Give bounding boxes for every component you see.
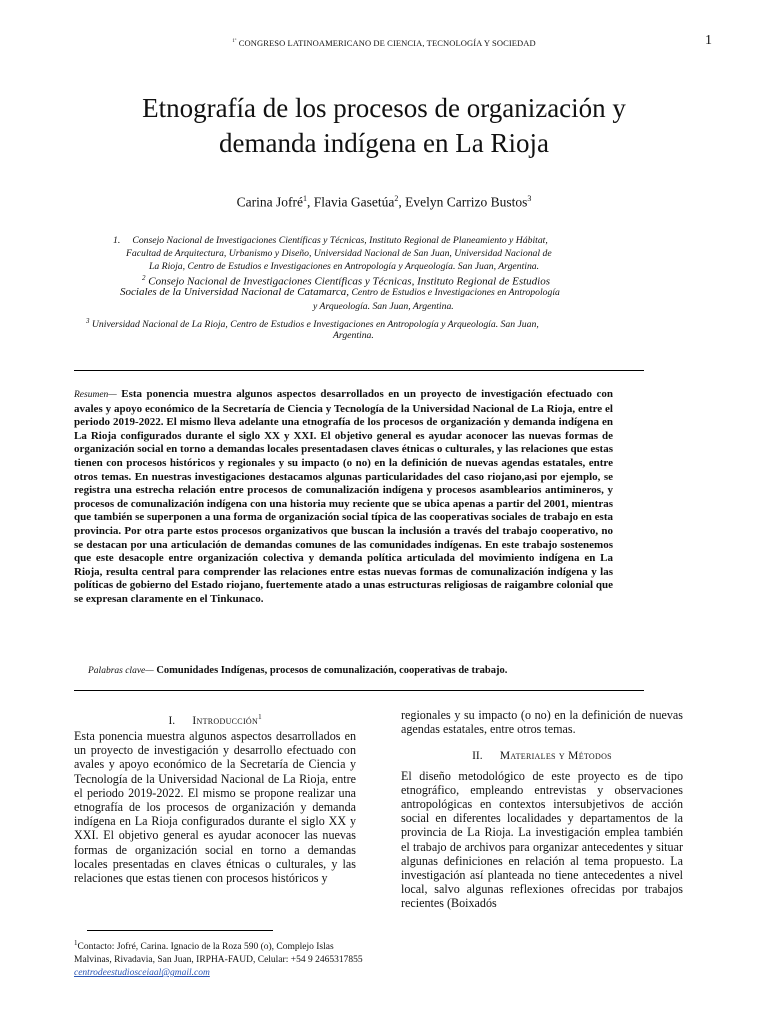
running-header — [0, 38, 768, 48]
affiliation-2-part-b: Centro de Estudios e Investigaciones en Antropología — [351, 287, 560, 298]
left-column — [74, 710, 356, 885]
section-2-title: Materiales y Métodos — [499, 750, 612, 763]
affiliation-1-marker: 1. — [113, 235, 121, 246]
keywords-lead: Palabras clave— — [88, 666, 154, 676]
affiliation-3-line-2: Argentina. — [333, 330, 374, 341]
abstract-text: Esta ponencia muestra algunos aspectos desarrollados en un proyecto de investigación efectuado con avales y apoyo económico de la Secretaría de Ciencia y Tecnología de la Universidad Nacional de La Rioja, entre el periodo 2019-2022. El mismo lleva adelante una etnografía de los procesos de organización y demanda indígena en La Rioja configurados durante el siglo XX y XXI. El objetivo general es ayudar aconocer las nuevas formas de organización social en torno a demandas locales presentadasen claves étnicas o culturales, y las relaciones que estas tienen con procesos históricos y regionales y su impacto (o no) en la definición de nuevas agendas estatales, entre otros temas. En nuestras investigaciones destacamos algunas particularidades del caso riojano,asi por ejemplo, se registra una estrecha relación entre procesos de comunalización indígena y procesos asamblearios antimineros, y procesos de comunalización indígena con una historia muy reciente que se ubica apenas a partir del 2001, mientras que también se superponen a una forma de organización social típica de las cooperativas sociales de trabajo en esta provincia. Por otra parte estos procesos organizativos que buscan la inclusión a través del trabajo cooperativo, no se destacan por una articulación de demandas comunes de las comunidades indígenas. En este trabajo sostenemos que este desacople entre organización colectiva y demanda política articulada del movimiento indígena en La Rioja, resulta central para comprender las relaciones entre estas nuevas formas de comunalización indígena y las políticas de gobierno del Estado riojano, fuertemente atado a unas estructuras religiosas de raigambre colonial que se expresan claramente en el Tinkunaco. — [74, 388, 613, 605]
affiliation-1-line-1 — [113, 234, 548, 247]
affiliation-1-line-2: Facultad de Arquitectura, Urbanismo y Diseño, Universidad Nacional de San Juan, Universidad Nacional de — [126, 248, 552, 259]
abstract-top-rule — [74, 370, 644, 371]
section-1-paragraph: Esta ponencia muestra algunos aspectos desarrollados en un proyecto de investigación y desarrollo efectuado con avales y apoyo económico de la Secretaría de Ciencia y Tecnología de la Universidad Nacional de La Rioja, entre el periodo 2019-2022. El mismo se propone realizar una etnografía de los procesos de organización y demanda indígena en La Rioja configurados durante el siglo XX y XXI. El objetivo general es ayudar aconocer las nuevas formas de organización social en torno a demandas locales presentadas en claves étnicas o culturales, y las relaciones que estas tienen con procesos históricos y — [74, 729, 356, 886]
abstract-lead: Resumen— — [74, 390, 117, 400]
running-header-sup: 1º — [232, 39, 237, 45]
footnote-marker: 1 — [74, 939, 78, 947]
section-2-numeral: II. — [472, 750, 483, 763]
author-list — [0, 194, 768, 211]
author-separator: , — [398, 194, 406, 210]
section-1-sup: 1 — [258, 713, 262, 721]
affiliation-2-line-3: y Arqueología. San Juan, Argentina. — [313, 301, 454, 312]
affiliation-2-part-a: Sociales de la Universidad Nacional de Catamarca, — [120, 286, 350, 298]
affiliation-2-text: Consejo Nacional de Investigaciones Científicas y Técnicas, Instituto Regional de Estudios — [148, 275, 550, 288]
author-name: Carina Jofré — [236, 194, 303, 210]
affiliation-1-text: Consejo Nacional de Investigaciones Científicas y Técnicas, Instituto Regional de Planeamiento y Hábitat, — [132, 235, 548, 246]
abstract-bottom-rule — [74, 690, 644, 691]
keywords-text: Comunidades Indígenas, procesos de comunalización, cooperativas de trabajo. — [153, 665, 508, 676]
right-column — [401, 708, 683, 911]
paper-title — [40, 91, 728, 161]
author-sup: 3 — [527, 194, 532, 203]
author-sup: 1 — [303, 194, 307, 203]
footnote-email-link[interactable]: centrodeestudiosceiaal@gmail.com — [74, 968, 210, 979]
page-number: 1 — [705, 33, 712, 48]
section-1-numeral: I. — [168, 714, 176, 727]
affiliation-3-line-1 — [86, 315, 539, 331]
section-1-heading — [74, 710, 356, 728]
author-separator: , — [307, 194, 314, 210]
affiliation-2-marker: 2 — [142, 274, 146, 282]
affiliation-3-marker: 3 — [86, 317, 90, 325]
keywords — [88, 665, 608, 676]
abstract — [74, 388, 613, 607]
section-1-title: Introducción — [192, 714, 259, 727]
author-name: Flavia Gasetúa — [313, 194, 395, 210]
footnote-rule — [87, 930, 273, 931]
section-2-heading — [401, 749, 683, 763]
author-name: Evelyn Carrizo Bustos — [405, 194, 528, 210]
title-line-1: Etnografía de los procesos de organización y — [142, 93, 626, 123]
footnote-text: Contacto: Jofré, Carina. Ignacio de la Roza 590 (o), Complejo Islas Malvinas, Rivadavia, San Juan, IRPHA-FAUD, Celular: +54 9 2465317855 — [74, 942, 363, 966]
section-2-paragraph: El diseño metodológico de este proyecto es de tipo etnográfico, empleando entrevistas y observaciones antropológicas en contextos intersubjetivos de acción social en diferentes localidades y departamentos de la provincia de La Rioja. La investigación emplea también el trabajo de archivos para organizar antecedentes y situar algunas definiciones en relación al tema propuesto. La investigación así planteada no tiene antecedentes a nivel local, salvo algunas reflexiones ofrecidas por trabajos recientes (Boixadós — [401, 768, 683, 911]
author-sup: 2 — [394, 194, 399, 203]
affiliation-2-line-2 — [120, 286, 560, 299]
running-header-text: CONGRESO LATINOAMERICANO DE CIENCIA, TECNOLOGÍA Y SOCIEDAD — [238, 38, 536, 48]
affiliation-3-text: Universidad Nacional de La Rioja, Centro de Estudios e Investigaciones en Antropología y Arqueología. San Juan, — [91, 319, 539, 331]
section-1-continuation: regionales y su impacto (o no) en la definición de nuevas agendas estatales, entre otros temas. — [401, 708, 683, 737]
affiliation-1-line-3: La Rioja, Centro de Estudios e Investigaciones en Antropología y Arqueología. San Juan, Argentina. — [149, 261, 540, 272]
title-line-2: demanda indígena en La Rioja — [219, 128, 549, 158]
footnote — [74, 937, 364, 980]
